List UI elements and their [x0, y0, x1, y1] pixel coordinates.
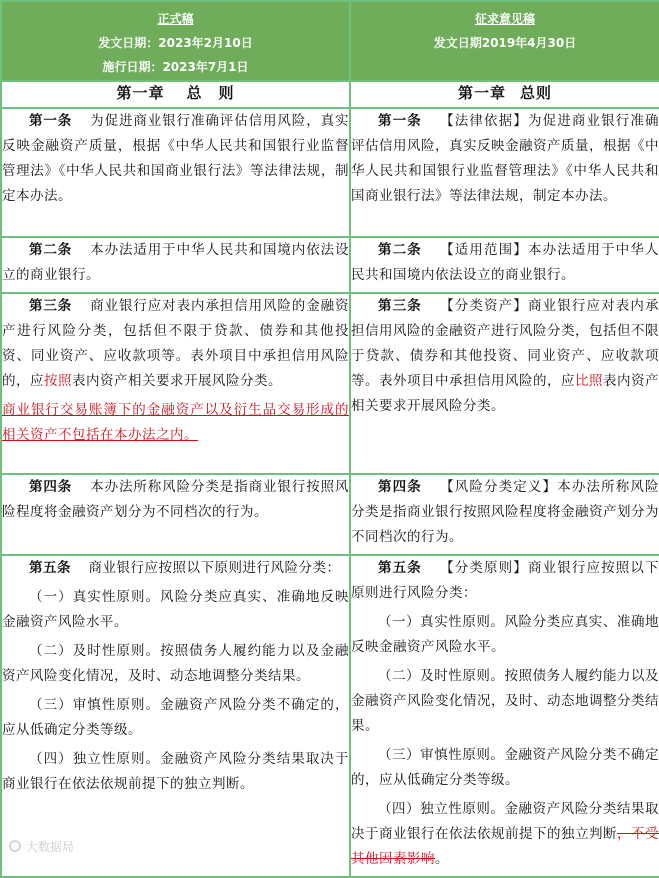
article-number: 第五条 [378, 560, 422, 576]
added-clause: 商业银行交易账簿下的金融资产以及衍生品交易形成的相关资产不包括在本办法之内。 [2, 402, 349, 443]
principle-4-end: 。 [435, 851, 449, 867]
article-text: 为促进商业银行准确评估信用风险，真实反映金融资产质量，根据《中华人民共和国银行业监督管理法》《中华人民共和国商业银行法》等法律法规，制定本办法。 [2, 113, 350, 204]
article-1-left [1, 108, 350, 237]
article-text: 商业银行应按照以下原则进行风险分类： [351, 560, 659, 601]
header-right [350, 1, 659, 81]
principle-4: （四）独立性原则。金融资产风险分类结果取决于商业银行在依法依规前提下的独立判断 [351, 801, 659, 842]
principle-2: （二）及时性原则。按照债务人履约能力以及金融资产风险变化情况，及时、动态地调整分类结果。 [351, 668, 659, 734]
changed-word-highlight: 按照 [44, 373, 72, 389]
article-2-right [350, 237, 659, 293]
header-right-title: 征求意见稿 [474, 12, 535, 26]
article-1-right [350, 108, 659, 237]
article-text-cont: 表内资产相关要求开展风险分类。 [351, 373, 659, 414]
article-number: 第一条 [29, 113, 73, 129]
article-3-right [350, 293, 659, 474]
article-text: 商业银行应按照以下原则进行风险分类： [88, 560, 341, 576]
article-text: 本办法适用于中华人民共和国境内依法设立的商业银行。 [351, 242, 659, 283]
article-4-right [350, 474, 659, 555]
article-number: 第二条 [378, 242, 422, 258]
header-left-title: 正式稿 [157, 12, 194, 26]
chapter-left-name: 总 则 [186, 84, 235, 102]
principle-3: （三）审慎性原则。金融资产风险分类不确定的，应从低确定分类等级。 [2, 697, 349, 738]
article-tag: 【分类资产】 [439, 298, 528, 314]
article-text: 商业银行应对表内承担信用风险的金融资产进行风险分类，包括但不限于贷款、债券和其他投资、同业资产、应收款项等。表外项目中承担信用风险的，应 [351, 298, 659, 389]
article-tag: 【适用范围】 [439, 242, 528, 258]
article-text-cont: 表内资产相关要求开展风险分类。 [72, 373, 282, 389]
principle-1: （一）真实性原则。风险分类应真实、准确地反映金融资产风险水平。 [351, 614, 659, 655]
chapter-left-number: 第一章 [116, 84, 165, 102]
header-row [1, 1, 659, 81]
article-text: 本办法所称风险分类是指商业银行按照风险程度将金融资产划分为不同档次的行为。 [351, 479, 659, 545]
principle-2: （二）及时性原则。按照债务人履约能力以及金融资产风险变化情况，及时、动态地调整分类结果。 [2, 643, 349, 684]
article-3-row [1, 293, 659, 474]
header-right-issue-date: 发文日期2019年4月30日 [433, 36, 577, 50]
article-number: 第二条 [29, 242, 73, 258]
chapter-right-name: 总则 [520, 84, 553, 102]
article-text: 本办法所称风险分类是指商业银行按照风险程度将金融资产划分为不同档次的行为。 [2, 479, 350, 520]
chapter-row [1, 81, 659, 108]
article-number: 第三条 [29, 298, 73, 314]
header-left [1, 1, 350, 81]
article-2-row [1, 237, 659, 293]
article-3-left [1, 293, 350, 474]
changed-word-highlight: 比照 [575, 373, 603, 389]
article-tag: 【分类原则】 [439, 560, 528, 576]
principle-3: （三）审慎性原则。金融资产风险分类不确定的，应从低确定分类等级。 [351, 747, 659, 788]
watermark-text: 大数据局 [25, 840, 74, 854]
article-number: 第一条 [378, 113, 422, 129]
article-5-left [1, 555, 350, 877]
article-number: 第三条 [378, 298, 422, 314]
chapter-right [350, 81, 659, 108]
article-1-row [1, 108, 659, 237]
article-text: 为促进商业银行准确评估信用风险，真实反映金融资产质量，根据《中华人民共和国银行业监督管理法》《中华人民共和国商业银行法》等法律法规，制定本办法。 [351, 113, 659, 204]
chapter-left [1, 81, 350, 108]
article-5-right [350, 555, 659, 877]
article-number: 第五条 [29, 560, 71, 576]
header-left-effective-date: 施行日期：2023年7月1日 [102, 60, 249, 74]
article-tag: 【法律依据】 [439, 113, 528, 129]
article-4-left [1, 474, 350, 555]
watermark-logo-icon [8, 840, 22, 852]
article-number: 第四条 [378, 479, 422, 495]
chapter-right-number: 第一章 [457, 84, 506, 102]
article-4-row [1, 474, 659, 555]
principle-4: （四）独立性原则。金融资产风险分类结果取决于商业银行在依法依规前提下的独立判断。 [2, 751, 349, 792]
watermark [8, 838, 74, 855]
header-left-issue-date: 发文日期：2023年2月10日 [98, 36, 253, 50]
removed-phrase: ，不受其他因素影响 [351, 826, 659, 867]
article-2-left [1, 237, 350, 293]
article-5-row [1, 555, 659, 877]
article-tag: 【风险分类定义】 [439, 479, 558, 495]
article-text: 商业银行应对表内承担信用风险的金融资产进行风险分类，包括但不限于贷款、债券和其他投资、同业资产、应收款项等。表外项目中承担信用风险的，应 [2, 298, 350, 389]
article-text: 本办法适用于中华人民共和国境内依法设立的商业银行。 [2, 242, 350, 283]
article-number: 第四条 [29, 479, 73, 495]
principle-1: （一）真实性原则。风险分类应真实、准确地反映金融资产风险水平。 [2, 589, 349, 630]
